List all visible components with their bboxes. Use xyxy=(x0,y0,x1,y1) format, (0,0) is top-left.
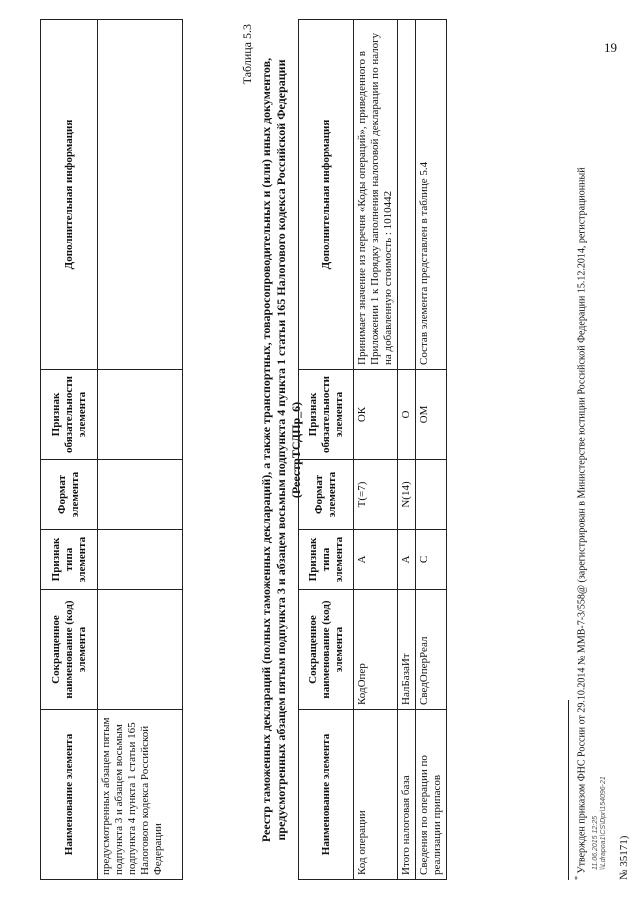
registry-table xyxy=(298,19,447,880)
footnote-separator xyxy=(568,700,569,880)
cell-required xyxy=(98,370,183,460)
header-type: Признак типа элемента xyxy=(41,530,98,590)
table-row xyxy=(398,20,416,880)
cell-info xyxy=(398,20,416,370)
footnote-mark: * xyxy=(573,876,582,880)
cell-name: Сведения по операции по реализации припасов xyxy=(416,710,447,880)
header-format: Формат элемента xyxy=(299,460,354,530)
cell-format xyxy=(98,460,183,530)
cell-code: СведОперРеал xyxy=(416,590,447,710)
table-caption xyxy=(240,20,304,880)
table-header-row xyxy=(299,20,354,880)
cell-name: предусмотренных абзацем пятым подпункта 3 и абзацем восьмым подпункта 4 пункта 1 статьи 165 Налогового кодекса Российской Федерации xyxy=(98,710,183,880)
cell-name: Код операции xyxy=(354,710,398,880)
cell-type xyxy=(98,530,183,590)
cell-format: N(14) xyxy=(398,460,416,530)
cell-required: О xyxy=(398,370,416,460)
cell-name: Итого налоговая база xyxy=(398,710,416,880)
header-format: Формат элемента xyxy=(41,460,98,530)
header-required: Признак обязательности элемента xyxy=(41,370,98,460)
cell-format xyxy=(416,460,447,530)
document-stamp xyxy=(592,776,608,870)
cell-type: С xyxy=(416,530,447,590)
cell-code xyxy=(98,590,183,710)
continued-table xyxy=(40,19,183,880)
footnote-text: Утвержден приказом ФНС России от 29.10.2014 № ММВ-7-3/558@ (зарегистрирован в Министерстве юстиции Российской Федерации 15.12.2014, регистрационный xyxy=(576,167,588,874)
stamp-date: 11.06.2015 12:25 xyxy=(592,816,599,870)
header-name: Наименование элемента xyxy=(299,710,354,880)
header-type: Признак типа элемента xyxy=(299,530,354,590)
cell-type: А xyxy=(398,530,416,590)
cell-code: НалБазаИт xyxy=(398,590,416,710)
rotated-page-content xyxy=(40,20,640,880)
table-title: Реестр таможенных деклараций (полных таможенных деклараций), а также транспортных, товаросопроводительных и (или) иных документов, предусмотренных абзацем пятым подпункта 3 и абзацем восьмым подпункта 4 пункта 1 статьи 165 Налогового кодекса Российской Федерации (РеестрТСДПр_6) xyxy=(259,57,303,843)
header-required: Признак обязательности элемента xyxy=(299,370,354,460)
page-number: 19 xyxy=(604,40,617,55)
header-code: Сокращенное наименование (код) элемента xyxy=(299,590,354,710)
registration-number: № 35171) xyxy=(618,835,630,880)
table-row xyxy=(98,20,183,880)
table-row xyxy=(416,20,447,880)
header-info: Дополнительная информация xyxy=(299,20,354,370)
header-info: Дополнительная информация xyxy=(41,20,98,370)
cell-info: Принимает значение из перечня «Коды операций», приведенного в Приложении 1 к Порядку заполнения налоговой декларации по налогу на добавленную стоимость : 1010442 xyxy=(354,20,398,370)
table-number: Таблица 5.3 xyxy=(240,24,254,85)
table-header-row xyxy=(41,20,98,880)
header-code: Сокращенное наименование (код) элемента xyxy=(41,590,98,710)
cell-type: А xyxy=(354,530,398,590)
footnote xyxy=(572,20,588,880)
header-name: Наименование элемента xyxy=(41,710,98,880)
cell-info: Состав элемента представлен в таблице 5.4 xyxy=(416,20,447,370)
cell-code: КодОпер xyxy=(354,590,398,710)
cell-info xyxy=(98,20,183,370)
cell-required: ОК xyxy=(354,370,398,460)
cell-required: ОМ xyxy=(416,370,447,460)
stamp-path: \\Ldrapoa1\CS\Dpr\154096-21 xyxy=(600,776,607,870)
cell-format: T(=7) xyxy=(354,460,398,530)
table-row xyxy=(354,20,398,880)
